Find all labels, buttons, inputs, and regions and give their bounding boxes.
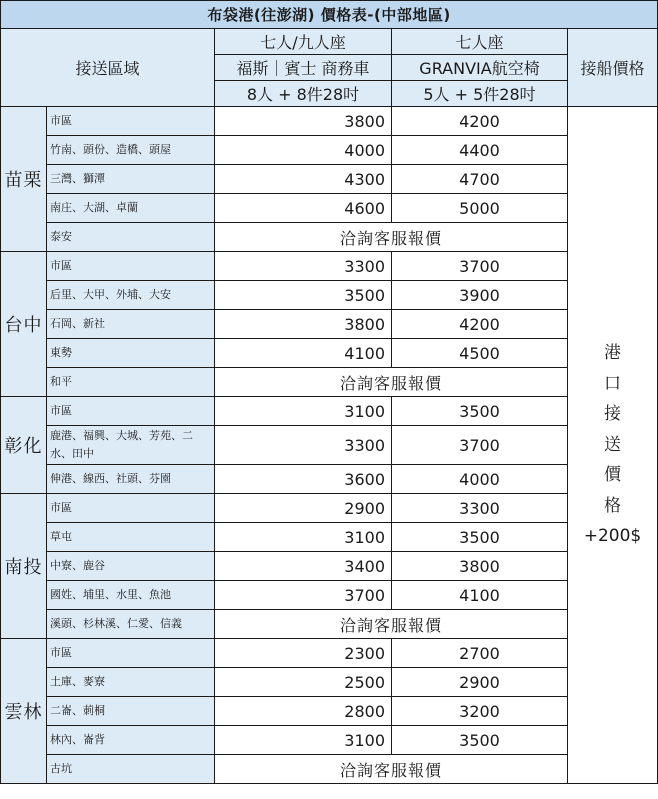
- area-cell: 市區: [47, 252, 215, 281]
- area-cell: 三灣、獅潭: [47, 165, 215, 194]
- price-granvia: 2900: [392, 668, 568, 697]
- area-cell: 竹南、頭份、造橋、頭屋: [47, 136, 215, 165]
- price-van: 3500: [215, 281, 392, 310]
- price-granvia: 3200: [392, 697, 568, 726]
- ship-note-line: 格: [604, 495, 621, 516]
- quote-cell: 洽詢客服報價: [215, 368, 568, 397]
- price-van: 4100: [215, 339, 392, 368]
- price-van: 3300: [215, 426, 392, 465]
- area-cell: 泰安: [47, 223, 215, 252]
- col2-capacity-header: 5人 + 5件28吋: [392, 81, 568, 107]
- price-granvia: 4700: [392, 165, 568, 194]
- col1-seat-header: 七人/九人座: [215, 29, 392, 55]
- area-cell: 二崙、莿桐: [47, 697, 215, 726]
- price-van: 3800: [215, 107, 392, 136]
- price-granvia: 3500: [392, 397, 568, 426]
- price-granvia: 3300: [392, 494, 568, 523]
- price-granvia: 4400: [392, 136, 568, 165]
- area-cell: 后里、大甲、外埔、大安: [47, 281, 215, 310]
- ship-note-line: 接: [604, 404, 621, 425]
- area-cell: 鹿港、福興、大城、芳苑、二水、田中: [47, 426, 215, 465]
- area-cell: 林內、崙背: [47, 726, 215, 755]
- price-granvia: 4500: [392, 339, 568, 368]
- price-granvia: 4200: [392, 310, 568, 339]
- price-granvia: 3500: [392, 523, 568, 552]
- price-van: 2300: [215, 639, 392, 668]
- col2-seat-header: 七人座: [392, 29, 568, 55]
- area-cell: 南庄、大湖、卓蘭: [47, 194, 215, 223]
- county-changhua: 彰化: [1, 397, 47, 494]
- area-cell: 和平: [47, 368, 215, 397]
- price-van: 4000: [215, 136, 392, 165]
- price-granvia: 4100: [392, 581, 568, 610]
- table-title: 布袋港(往澎湖) 價格表-(中部地區): [1, 1, 658, 29]
- ship-note-line: 口: [604, 373, 621, 394]
- area-cell: 國姓、埔里、水里、魚池: [47, 581, 215, 610]
- col2-model-header: GRANVIA航空椅: [392, 55, 568, 81]
- price-granvia: 5000: [392, 194, 568, 223]
- price-van: 4600: [215, 194, 392, 223]
- ship-note-line: 送: [604, 434, 621, 455]
- area-cell: 中寮、鹿谷: [47, 552, 215, 581]
- area-cell: 東勢: [47, 339, 215, 368]
- price-van: 2800: [215, 697, 392, 726]
- col1-model-header: 福斯｜賓士 商務車: [215, 55, 392, 81]
- col1-capacity-header: 8人 + 8件28吋: [215, 81, 392, 107]
- price-granvia: 2700: [392, 639, 568, 668]
- ship-price-header: 接船價格: [568, 29, 658, 107]
- price-granvia: 3900: [392, 281, 568, 310]
- price-van: 2500: [215, 668, 392, 697]
- ship-note-line: 價: [604, 465, 621, 486]
- price-van: 3700: [215, 581, 392, 610]
- quote-cell: 洽詢客服報價: [215, 610, 568, 639]
- price-van: 4300: [215, 165, 392, 194]
- price-van: 3400: [215, 552, 392, 581]
- ship-price-note: [568, 107, 658, 784]
- price-granvia: 4200: [392, 107, 568, 136]
- price-van: 3100: [215, 726, 392, 755]
- area-cell: 古坑: [47, 755, 215, 784]
- price-granvia: 3700: [392, 426, 568, 465]
- quote-cell: 洽詢客服報價: [215, 223, 568, 252]
- area-cell: 市區: [47, 397, 215, 426]
- ship-note-line: 港: [604, 343, 621, 364]
- price-granvia: 4000: [392, 465, 568, 494]
- area-cell: 土庫、麥寮: [47, 668, 215, 697]
- county-taichung: 台中: [1, 252, 47, 397]
- price-van: 2900: [215, 494, 392, 523]
- county-yunlin: 雲林: [1, 639, 47, 784]
- area-cell: 伸港、線西、社頭、芬園: [47, 465, 215, 494]
- price-van: 3300: [215, 252, 392, 281]
- area-cell: 市區: [47, 494, 215, 523]
- county-miaoli: 苗栗: [1, 107, 47, 252]
- price-granvia: 3700: [392, 252, 568, 281]
- area-cell: 市區: [47, 107, 215, 136]
- area-cell: 草屯: [47, 523, 215, 552]
- area-cell: 石岡、新社: [47, 310, 215, 339]
- ship-note-surcharge: +200$: [583, 526, 642, 547]
- price-van: 3100: [215, 523, 392, 552]
- price-van: 3800: [215, 310, 392, 339]
- price-granvia: 3500: [392, 726, 568, 755]
- price-van: 3100: [215, 397, 392, 426]
- area-header: 接送區域: [1, 29, 215, 107]
- price-van: 3600: [215, 465, 392, 494]
- price-granvia: 3800: [392, 552, 568, 581]
- area-cell: 溪頭、杉林溪、仁愛、信義: [47, 610, 215, 639]
- county-nantou: 南投: [1, 494, 47, 639]
- quote-cell: 洽詢客服報價: [215, 755, 568, 784]
- area-cell: 市區: [47, 639, 215, 668]
